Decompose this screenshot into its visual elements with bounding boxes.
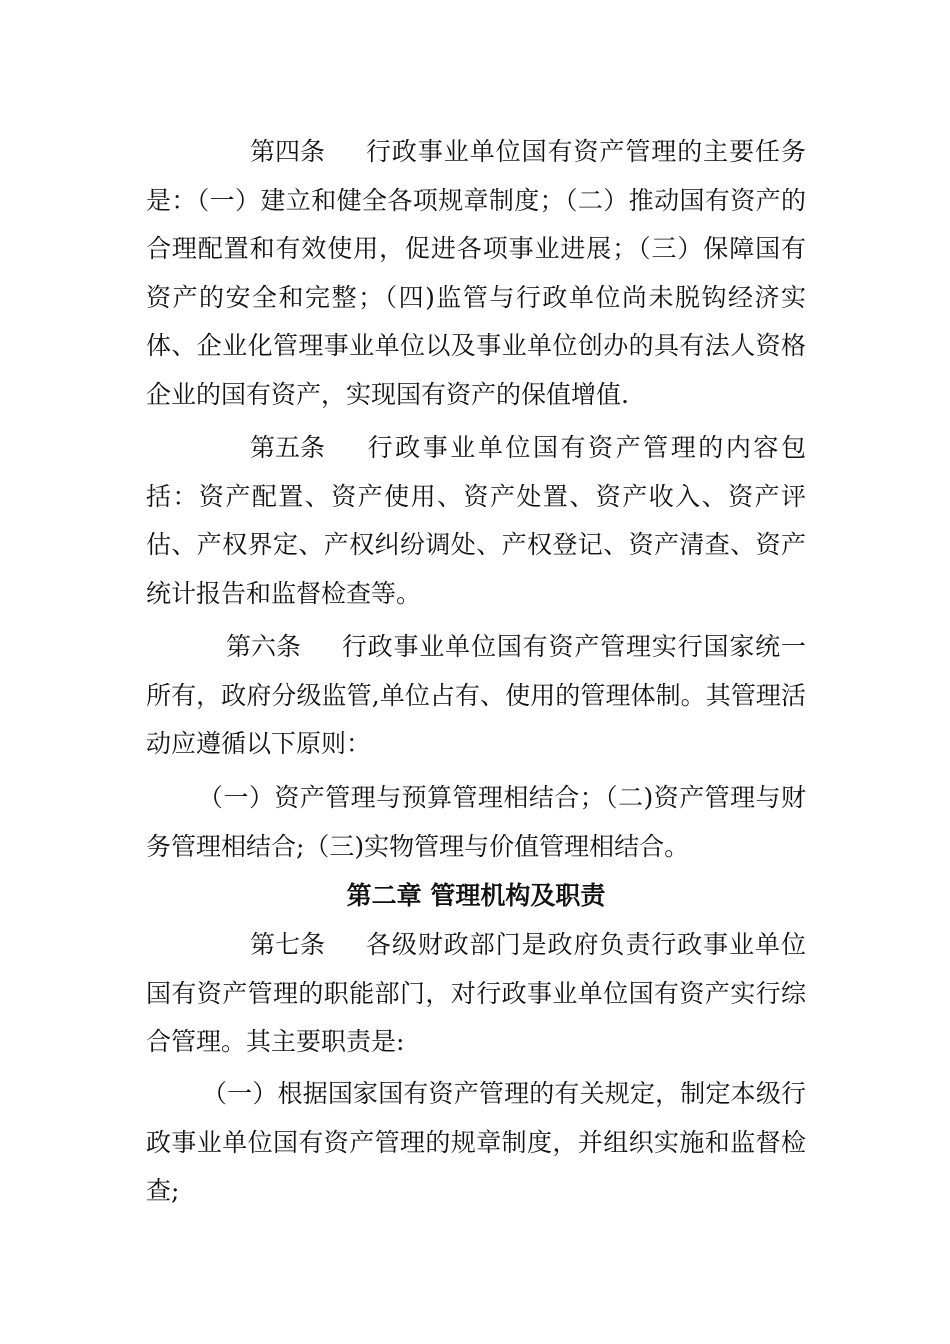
- article-4-text: 行政事业单位国有资产管理的主要任务是：（一）建立和健全各项规章制度；（二）推动国有资产的合理配置和有效使用，促进各项事业进展；（三）保障国有资产的安全和完整；（四)监管与行政单位尚未脱钩经济实体、企业化管理事业单位以及事业单位创办的具有法人资格企业的国有资产，实现国有资产的保值增值.: [146, 137, 806, 409]
- article-6-principles: （一）资产管理与预算管理相结合；（二)资产管理与财务管理相结合;（三)实物管理与价值管理相结合。: [146, 783, 806, 861]
- article-7-text: 各级财政部门是政府负责行政事业单位国有资产管理的职能部门，对行政事业单位国有资产实行综合管理。其主要职责是:: [146, 930, 806, 1056]
- article-7: [146, 921, 806, 1067]
- article-5-text: 行政事业单位国有资产管理的内容包括：资产配置、资产使用、资产处置、资产收入、资产评估、产权界定、产权纠纷调处、产权登记、资产清查、资产统计报告和监督检查等。: [146, 433, 806, 608]
- article-5: [146, 424, 806, 618]
- chapter-2-heading: 第二章 管理机构及职责: [346, 881, 606, 910]
- article-5-number: 第五条: [250, 433, 326, 462]
- article-7-number: 第七条: [250, 930, 326, 959]
- article-6: [146, 623, 806, 769]
- article-4-number: 第四条: [250, 137, 326, 166]
- article-6-text: 行政事业单位国有资产管理实行国家统一所有，政府分级监管,单位占有、使用的管理体制。其管理活动应遵循以下原则：: [146, 632, 806, 758]
- article-6-number: 第六条: [226, 632, 302, 661]
- article-4: [146, 128, 806, 419]
- article-7-item-1: （一）根据国家国有资产管理的有关规定，制定本级行政事业单位国有资产管理的规章制度，并组织实施和监督检查;: [146, 1079, 806, 1205]
